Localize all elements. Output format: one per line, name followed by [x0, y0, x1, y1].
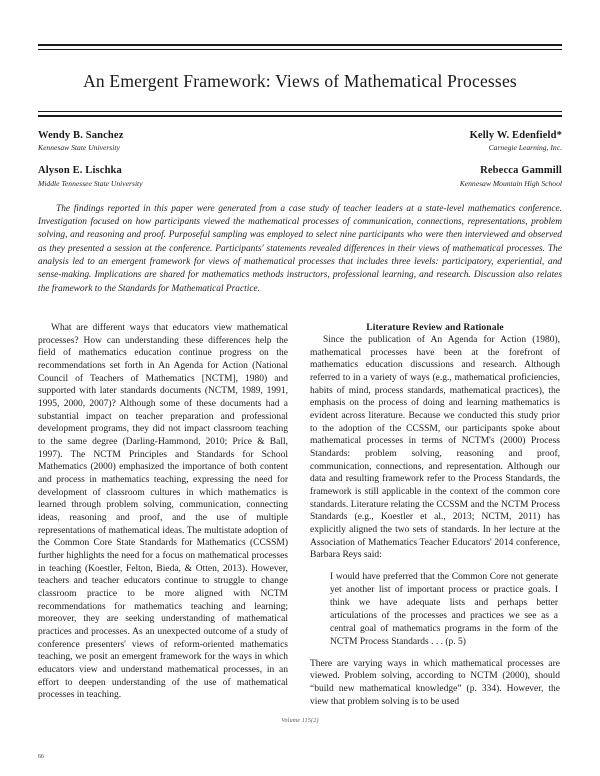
section-heading: Literature Review and Rationale	[366, 321, 504, 333]
page-title: An Emergent Framework: Views of Mathematical Processes	[83, 70, 517, 91]
author-block	[38, 129, 562, 189]
author-name: Rebecca Gammill	[480, 165, 562, 177]
author-entry	[38, 129, 300, 154]
body-paragraph: There are varying ways in which mathematical processes are viewed. Problem solving, according to NCTM (2000), should “build new mathematical knowledge” (p. 334). However, the view that problem solving is to be used	[310, 658, 560, 707]
body-paragraph: Since the publication of An Agenda for Action (1980), mathematical processes have been at the forefront of mathematics education discussions and research. Although referred to in a variety of ways (e.g., mathematical proficiencies, habits of mind, process standards, mathematical practices), the emphasis on the process of doing and learning mathematics is evident across literature. Because we conducted this study prior to the adoption of the CCSSM, our participants spoke about mathematical processes in terms of NCTM's (2000) Process Standards: problem solving, reasoning and proof, communication, connections, and representation. Although our data and resulting framework refer to the Process Standards, the framework is still applicable in the context of the common core standards. Literature relating the CCSSM and the NCTM Process Standards (e.g., Koestler et al., 2013; NCTM, 2011) has explicitly aligned the two sets of standards. In her lecture at the Association of Mathematics Teacher Educators' 2014 conference, Barbara Reys said:	[310, 334, 560, 561]
author-affiliation: Middle Tennessee State University	[38, 178, 143, 188]
title-rule-top	[38, 44, 562, 50]
author-affiliation: Kennesaw State University	[38, 143, 120, 153]
author-entry	[38, 164, 300, 189]
author-name: Alyson E. Lischka	[38, 165, 122, 177]
author-affiliation: Carnegie Learning, Inc.	[488, 143, 562, 153]
body-paragraph: What are different ways that educators view mathematical processes? How can understanding these differences help the field of mathematics education continue progress on the recommendations set forth in An Agenda for Action (National Council of Teachers of Mathematics [NCTM], 1980) and supported with later standards documents (NCTM, 1989, 1991, 1995, 2000, 2007)? Although some of these documents had a substantial impact on teacher preparation and professional development programs, they did not impact classroom teaching to the same degree (Darling-Hammond, 2010; Price & Ball, 1997). The NCTM Principles and Standards for School Mathematics (2000) emphasized the importance of both content and process in mathematics teaching, expressing the need for development of classroom cultures in which mathematics is learned through problem solving, communication, connecting ideas, reasoning and proof, and the use of multiple representations of mathematical ideas. The multistate adoption of the Common Core State Standards for Mathematics (CCSSM) further highlights the need for a focus on mathematical processes in teaching (Koestler, Felton, Bieda, & Otten, 2013). However, teachers and teacher educators continue to struggle to change classroom practice to be more aligned with NCTM recommendations for mathematics teaching and learning; moreover, they are seeking understanding of mathematical practices and processes. As an unexpected outcome of a study of conference presenters' views of reform-oriented mathematics teaching, we posit an emergent framework for the ways in which educators view and understand mathematical processes, in an effort to deepen understanding of the use of mathematical processes in teaching.	[38, 322, 288, 701]
body-columns	[38, 322, 562, 708]
volume-footer: Volume 115(2)	[281, 718, 319, 724]
author-name: Kelly W. Edenfield*	[469, 129, 562, 141]
author-name: Wendy B. Sanchez	[38, 129, 124, 141]
author-entry	[300, 164, 562, 189]
abstract-text: The findings reported in this paper were generated from a case study of teacher leaders at a state-level mathematics conference. Investigation focused on how participants viewed the mathematical processes of communication, connections, representations, problem solving, and reasoning and proof. Purposeful sampling was employed to select nine participants who were then interviewed and observed as they presented a session at the conference. Participants' statements revealed differences in their views of mathematical processes. The analysis led to an emergent framework for views of mathematical processes that includes three levels: participatory, experiential, and sense-making. Implications are shared for mathematics methods instructors, professional learning, and research. Discussion also relates the framework to the Standards for Mathematical Practice.	[38, 203, 562, 294]
left-column	[38, 322, 288, 708]
right-column	[310, 322, 560, 708]
block-quote: I would have preferred that the Common Core not generate yet another list of important process or practice goals. I think we have adequate lists and perhaps better articulations of the processes and practices we see as a central goal of mathematics programs in the form of the NCTM Process Standards . . . (p. 5)	[330, 572, 558, 647]
author-affiliation: Kennesaw Mountain High School	[459, 178, 562, 188]
page-number: 66	[38, 754, 44, 760]
title-rule-bottom	[38, 111, 562, 117]
author-entry	[300, 129, 562, 154]
